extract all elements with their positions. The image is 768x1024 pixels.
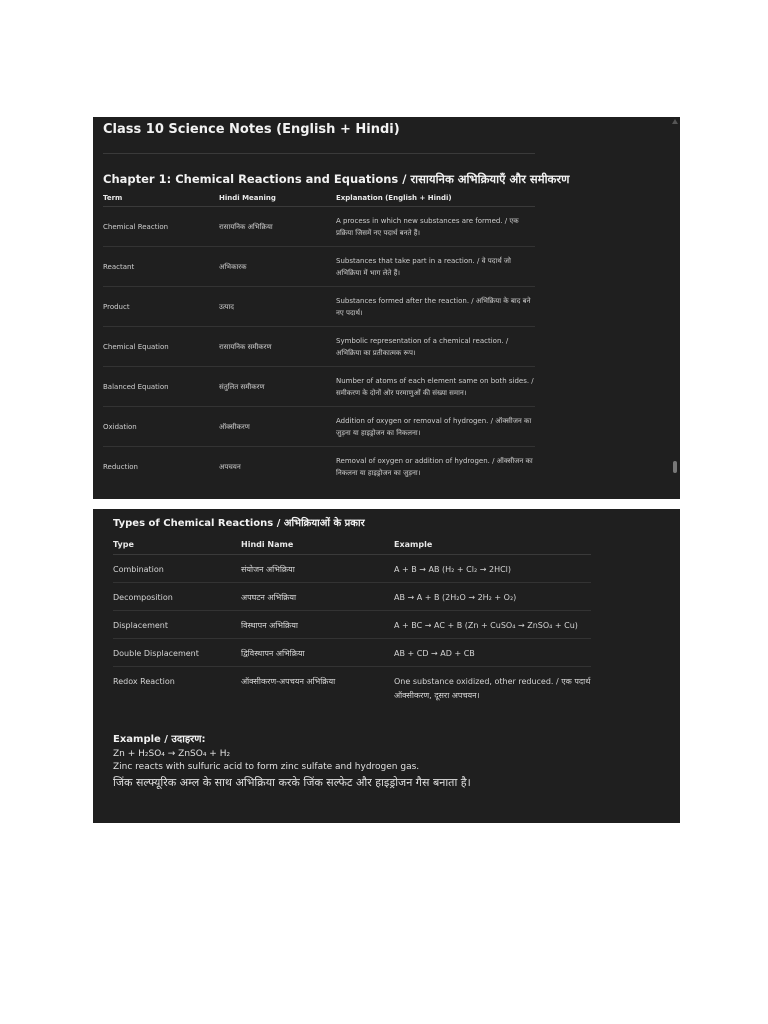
- example-cell: A + BC → AC + B (Zn + CuSO₄ → ZnSO₄ + Cu): [394, 611, 591, 639]
- example-cell: AB → A + B (2H₂O → 2H₂ + O₂): [394, 583, 591, 611]
- table-row: [103, 247, 535, 287]
- table-row: [103, 407, 535, 447]
- type-cell: Decomposition: [113, 583, 241, 611]
- type-cell: Combination: [113, 555, 241, 583]
- hindi-meaning-cell: अभिकारक: [219, 247, 336, 287]
- example-cell: AB + CD → AD + CB: [394, 639, 591, 667]
- table-row: [103, 207, 535, 247]
- section-title: Types of Chemical Reactions / अभिक्रियाओं के प्रकार: [113, 518, 365, 529]
- hindi-name-cell: ऑक्सीकरण-अपचयन अभिक्रिया: [241, 677, 336, 686]
- hindi-name-cell: अपघटन अभिक्रिया: [241, 583, 394, 611]
- hindi-meaning-cell: संतुलित समीकरण: [219, 367, 336, 407]
- notes-panel-types: [93, 509, 680, 823]
- explanation-cell: A process in which new substances are formed. / एक प्रक्रिया जिसमें नए पदार्थ बनते हैं।: [336, 207, 535, 247]
- header-hindi-name: Hindi Name: [241, 534, 394, 555]
- scrollbar-thumb[interactable]: [673, 461, 677, 473]
- table-row: [113, 667, 591, 707]
- explanation-cell: Removal of oxygen or addition of hydrogen. / ऑक्सीजन का निकलना या हाइड्रोजन का जुड़ना।: [336, 456, 533, 477]
- term-cell: Balanced Equation: [103, 367, 219, 407]
- reaction-types-table: [113, 534, 591, 707]
- example-equation: Zn + H₂SO₄ → ZnSO₄ + H₂: [113, 749, 231, 759]
- scroll-up-arrow-icon[interactable]: [672, 119, 678, 124]
- table-row: [113, 555, 591, 583]
- example-cell: One substance oxidized, other reduced. / एक पदार्थ ऑक्सीकरण, दूसरा अपचयन।: [394, 677, 591, 700]
- explanation-cell: Number of atoms of each element same on both sides. / समीकरण के दोनों ओर परमाणुओं की संख्या समान।: [336, 367, 535, 407]
- table-row: [103, 327, 535, 367]
- example-heading: Example / उदाहरण:: [113, 734, 206, 745]
- explanation-cell: Substances formed after the reaction. / अभिक्रिया के बाद बने नए पदार्थ।: [336, 287, 535, 327]
- hindi-meaning-cell: रासायनिक समीकरण: [219, 327, 336, 367]
- table-row: [113, 611, 591, 639]
- table-row: [103, 447, 535, 487]
- vertical-scrollbar[interactable]: [672, 117, 678, 499]
- terms-table-header-row: [103, 190, 535, 207]
- hindi-meaning-cell: रासायनिक अभिक्रिया: [219, 207, 336, 247]
- example-hindi: जिंक सल्फ्यूरिक अम्ल के साथ अभिक्रिया करके जिंक सल्फेट और हाइड्रोजन गैस बनाता है।: [113, 776, 471, 789]
- types-table-header-row: [113, 534, 591, 555]
- header-example: Example: [394, 534, 591, 555]
- term-cell: Reactant: [103, 247, 219, 287]
- explanation-cell: Substances that take part in a reaction. / वे पदार्थ जो अभिक्रिया में भाग लेते हैं।: [336, 247, 535, 287]
- title-divider: [103, 153, 535, 154]
- header-explanation: Explanation (English + Hindi): [336, 190, 535, 207]
- hindi-name-cell: द्विविस्थापन अभिक्रिया: [241, 639, 394, 667]
- term-cell: Oxidation: [103, 407, 219, 447]
- example-cell: A + B → AB (H₂ + Cl₂ → 2HCl): [394, 555, 591, 583]
- table-row: [113, 639, 591, 667]
- notes-panel-terms: [93, 117, 680, 499]
- example-english: Zinc reacts with sulfuric acid to form zinc sulfate and hydrogen gas.: [113, 762, 420, 772]
- hindi-meaning-cell: अपचयन: [219, 462, 241, 471]
- chapter-title: Chapter 1: Chemical Reactions and Equations / रासायनिक अभिक्रियाएँ और समीकरण: [103, 172, 570, 186]
- table-row: [103, 287, 535, 327]
- type-cell: Redox Reaction: [113, 677, 175, 686]
- explanation-cell: Symbolic representation of a chemical reaction. / अभिक्रिया का प्रतीकात्मक रूप।: [336, 327, 535, 367]
- term-cell: Chemical Equation: [103, 327, 219, 367]
- type-cell: Displacement: [113, 611, 241, 639]
- table-row: [113, 583, 591, 611]
- table-row: [103, 367, 535, 407]
- term-cell: Product: [103, 287, 219, 327]
- hindi-meaning-cell: ऑक्सीकरण: [219, 407, 336, 447]
- header-type: Type: [113, 534, 241, 555]
- term-cell: Reduction: [103, 462, 138, 471]
- hindi-meaning-cell: उत्पाद: [219, 287, 336, 327]
- term-cell: Chemical Reaction: [103, 207, 219, 247]
- example-block: [113, 731, 471, 793]
- hindi-name-cell: संयोजन अभिक्रिया: [241, 555, 394, 583]
- header-term: Term: [103, 190, 219, 207]
- document-title: Class 10 Science Notes (English + Hindi): [103, 122, 400, 137]
- terms-table: [103, 190, 535, 486]
- header-hindi-meaning: Hindi Meaning: [219, 190, 336, 207]
- hindi-name-cell: विस्थापन अभिक्रिया: [241, 611, 394, 639]
- explanation-cell: Addition of oxygen or removal of hydrogen. / ऑक्सीजन का जुड़ना या हाइड्रोजन का निकलना।: [336, 407, 535, 447]
- type-cell: Double Displacement: [113, 639, 241, 667]
